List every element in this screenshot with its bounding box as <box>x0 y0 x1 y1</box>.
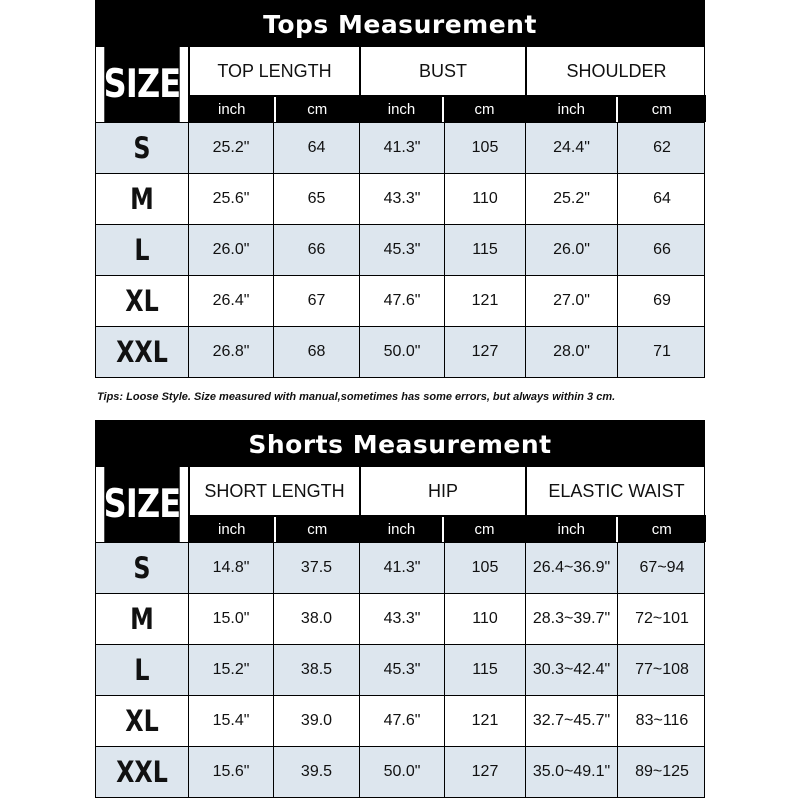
shorts-title: Shorts Measurement <box>96 421 704 467</box>
value-cell: 66 <box>273 225 359 275</box>
value-cell: 24.4" <box>525 123 617 173</box>
shorts-header <box>96 467 704 542</box>
unit-cm: cm <box>274 517 360 542</box>
value-cell: 64 <box>273 123 359 173</box>
value-cell: 30.3~42.4" <box>525 645 617 695</box>
tops-header <box>96 47 704 122</box>
value-cell: 50.0" <box>359 327 444 377</box>
group-label: ELASTIC WAIST <box>548 480 685 501</box>
value-cell: 72~101 <box>617 594 706 644</box>
value-cell: 67 <box>273 276 359 326</box>
table-row <box>96 173 704 224</box>
group-label: SHORT LENGTH <box>204 480 345 501</box>
shorts-size-header: SIZE <box>104 467 179 542</box>
value-cell: 110 <box>444 174 525 224</box>
size-cell: L <box>134 233 150 267</box>
value-cell: 47.6" <box>359 276 444 326</box>
group-label: SHOULDER <box>566 60 667 81</box>
value-cell: 77~108 <box>617 645 706 695</box>
value-cell: 15.4" <box>188 696 273 746</box>
value-cell: 43.3" <box>359 174 444 224</box>
value-cell: 115 <box>444 225 525 275</box>
value-cell: 39.5 <box>273 747 359 797</box>
value-cell: 41.3" <box>359 123 444 173</box>
value-cell: 37.5 <box>273 543 359 593</box>
value-cell: 26.4" <box>188 276 273 326</box>
value-cell: 105 <box>444 543 525 593</box>
value-cell: 26.8" <box>188 327 273 377</box>
value-cell: 50.0" <box>359 747 444 797</box>
unit-inch: inch <box>387 101 416 118</box>
table-row <box>96 593 704 644</box>
value-cell: 66 <box>617 225 706 275</box>
value-cell: 110 <box>444 594 525 644</box>
value-cell: 26.0" <box>188 225 273 275</box>
table-row <box>96 644 704 695</box>
unit-cm: cm <box>442 517 525 542</box>
shorts-group-elastic-waist <box>525 467 706 542</box>
shorts-group-short-length <box>188 467 359 542</box>
unit-cm: cm <box>616 97 707 122</box>
size-cell: M <box>130 182 154 216</box>
size-cell: XL <box>125 704 159 738</box>
value-cell: 67~94 <box>617 543 706 593</box>
value-cell: 15.6" <box>188 747 273 797</box>
tops-group-shoulder <box>525 47 706 122</box>
value-cell: 121 <box>444 276 525 326</box>
table-row <box>96 122 704 173</box>
value-cell: 32.7~45.7" <box>525 696 617 746</box>
size-cell: XL <box>125 284 159 318</box>
value-cell: 47.6" <box>359 696 444 746</box>
value-cell: 68 <box>273 327 359 377</box>
unit-inch: inch <box>387 521 416 538</box>
size-cell: M <box>130 602 154 636</box>
table-row <box>96 326 704 377</box>
tops-title: Tops Measurement <box>96 1 704 47</box>
value-cell: 65 <box>273 174 359 224</box>
value-cell: 64 <box>617 174 706 224</box>
value-cell: 38.5 <box>273 645 359 695</box>
value-cell: 28.0" <box>525 327 617 377</box>
table-row <box>96 746 704 797</box>
value-cell: 14.8" <box>188 543 273 593</box>
value-cell: 127 <box>444 747 525 797</box>
size-cell: S <box>133 131 151 165</box>
unit-inch: inch <box>217 521 246 538</box>
value-cell: 45.3" <box>359 225 444 275</box>
tops-group-bust <box>359 47 525 122</box>
tops-measurement-table <box>95 0 705 378</box>
value-cell: 38.0 <box>273 594 359 644</box>
value-cell: 15.2" <box>188 645 273 695</box>
value-cell: 62 <box>617 123 706 173</box>
value-cell: 41.3" <box>359 543 444 593</box>
table-row <box>96 275 704 326</box>
group-label: TOP LENGTH <box>217 60 332 81</box>
table-row <box>96 542 704 593</box>
value-cell: 115 <box>444 645 525 695</box>
size-cell: S <box>133 551 151 585</box>
size-cell: XXL <box>116 755 168 789</box>
value-cell: 26.0" <box>525 225 617 275</box>
value-cell: 45.3" <box>359 645 444 695</box>
value-cell: 71 <box>617 327 706 377</box>
value-cell: 83~116 <box>617 696 706 746</box>
tops-size-header: SIZE <box>104 47 179 122</box>
value-cell: 27.0" <box>525 276 617 326</box>
value-cell: 25.2" <box>188 123 273 173</box>
value-cell: 25.2" <box>525 174 617 224</box>
table-row <box>96 224 704 275</box>
value-cell: 127 <box>444 327 525 377</box>
value-cell: 15.0" <box>188 594 273 644</box>
value-cell: 25.6" <box>188 174 273 224</box>
unit-inch: inch <box>217 101 246 118</box>
value-cell: 28.3~39.7" <box>525 594 617 644</box>
value-cell: 39.0 <box>273 696 359 746</box>
tips-note: Tips: Loose Style. Size measured with manual,sometimes has some errors, but always within 3 cm. <box>97 391 616 403</box>
value-cell: 121 <box>444 696 525 746</box>
value-cell: 43.3" <box>359 594 444 644</box>
value-cell: 35.0~49.1" <box>525 747 617 797</box>
value-cell: 26.4~36.9" <box>525 543 617 593</box>
unit-cm: cm <box>442 97 525 122</box>
tops-group-top-length <box>188 47 359 122</box>
unit-inch: inch <box>557 101 586 118</box>
shorts-group-hip <box>359 467 525 542</box>
value-cell: 69 <box>617 276 706 326</box>
size-cell: XXL <box>116 335 168 369</box>
value-cell: 105 <box>444 123 525 173</box>
group-label: BUST <box>418 60 467 81</box>
group-label: HIP <box>427 480 458 501</box>
unit-inch: inch <box>557 521 586 538</box>
shorts-measurement-table <box>95 420 705 798</box>
unit-cm: cm <box>616 517 707 542</box>
size-cell: L <box>134 653 150 687</box>
value-cell: 89~125 <box>617 747 706 797</box>
table-row <box>96 695 704 746</box>
unit-cm: cm <box>274 97 360 122</box>
